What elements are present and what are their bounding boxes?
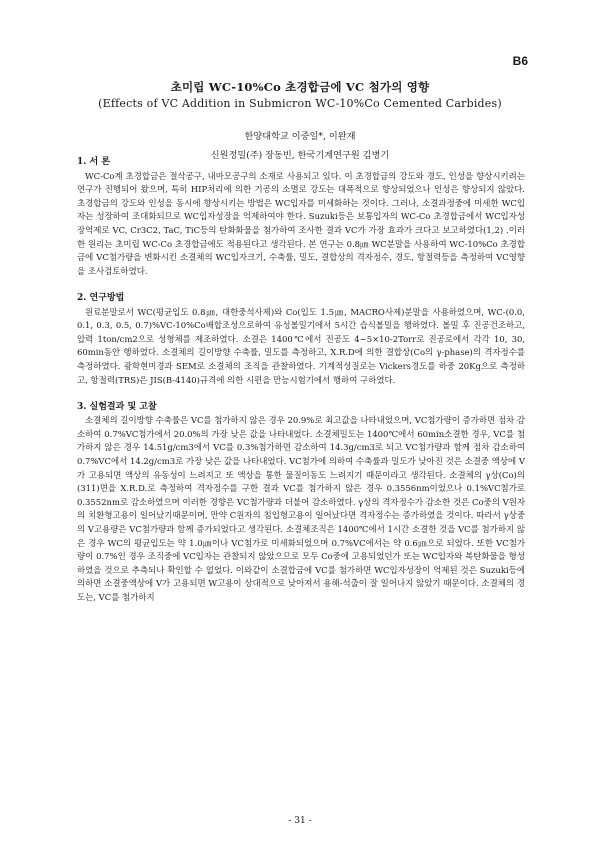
section-title: 1. 서 론 xyxy=(77,157,111,167)
section-title: 2. 연구방법 xyxy=(77,292,125,303)
section-paragraph: 원료분말로서 WC(평균입도 0.8㎛, 대한중석사제)와 Co(입도 1.5㎛, MACRO사제)분말을 사용하였으며, WC-(0.0, 0.1, 0.3, 0.5, 0.7)%VC-10%Co배합조성으로하여 유성볼밀기에서 5시간 습식볼밀을 행하였다. 볼밀 후 진공건조하고, 압력 1ton/cm2으로 성형체를 제조하였다. 소결은 1400℃에서 진공도 4~5×10-2Torr로 진공로에서 각각 10, 30, 60min동안 행하였다. 소결체의 길이방향 수축률, 밀도를 측정하고, X.R.D에 의한 결합상(Co의 γ-phase)의 격자정수를 측정하였다. 광학현미경과 SEM로 소결체의 조직을 관찰하였다. 기계적성질로는 Vickers경도를 하중 20Kg으로 측정하고, 항절력(TRS)은 JIS(B-4140)규격에 의한 시편을 만능시험기에서 행하여 구하였다. xyxy=(77,306,525,385)
paper-body xyxy=(77,156,525,605)
page-code: B6 xyxy=(512,54,528,68)
section-results xyxy=(77,401,525,605)
title-english: (Effects of VC Addition in Submicron WC-10%Co Cemented Carbides) xyxy=(98,97,502,110)
title-korean: 초미립 WC-10%Co 초경합금에 VC 첨가의 영향 xyxy=(170,80,430,94)
section-introduction xyxy=(77,156,525,278)
authors-line-2: 신원정밀(주) 장동빈, 한국기계연구원 김병기 xyxy=(210,150,390,161)
section-paragraph: 소결체의 길이방향 수축률은 VC를 첨가하지 않은 경우 20.9%로 최고값을 나타내었으며, VC첨가량이 증가하면 점차 감소하여 0.7%VC첨가에서 20.0%의 가장 낮은 값을 나타내었다. 소결체밀도는 1400℃에서 60min소결한 경우, VC를 첨가하지 않은 경우 14.51g/cm3에서 VC를 0.3%첨가하면 감소하여 14.3g/cm3로 되고 VC첨가량과 함께 점차 감소하여 0.7%VC에서 14.2g/cm3로 가장 낮은 값을 나타내었다. VC첨가에 의하여 수축률과 밀도가 낮아진 것은 소결중 액상에 V가 고용되면 액상의 유동성이 느려지고 또 액상을 통한 물질이동도 느려지기 때문이라고 생각된다. 소결체의 γ상(Co)의 (311)면을 X.R.D.로 측정하여 격자정수를 구한 결과 VC를 첨가하지 않은 경우 0.3556nm이었으나 0.1%VC첨가로 0.3552nm로 감소하였으며 이러한 경향은 VC첨가량과 더불어 감소하였다. γ상의 격자정수가 감소한 것은 Co중의 V원자의 치환형고용이 일어났기때문이며, 만약 C원자의 침입형고용이 일어났다면 격자정수는 증가하였을 것이다. 따라서 γ상중의 V고용량은 VC첨가량과 함께 증가되었다고 생각된다. 소결체조직은 1400℃에서 1시간 소결한 것을 VC를 첨가하지 않은 경우 WC의 평균입도는 약 1.0㎛이나 VC첨가로 미세화되었으며 0.7%VC에서는 약 0.6㎛으로 되었다. 또한 VC첨가량이 0.7%인 경우 조직중에 VC입자는 관찰되지 않았으므로 모두 Co중에 고용되었던가 또는 WC입자와 복탄화물을 형성하였을 것으로 추측되나 확인할 수 없었다. 이와같이 소결합금에 VC를 첨가하면 WC입자성장이 억제된 것은 Suzuki등에 의하면 소결중액상에 V가 고용되면 W고용이 상대적으로 낮아져서 용해-석출이 잘 일어나지 않았기 때문이다. 소결체의 경도는, VC를 첨가하지 xyxy=(77,415,525,602)
authors-line-1: 한양대학교 이중일*, 이완재 xyxy=(244,131,356,142)
section-title: 3. 실험결과 및 고찰 xyxy=(77,401,157,412)
section-paragraph: WC-Co계 초경합금은 절삭공구, 내마모공구의 소재로 사용되고 있다. 이 초경합금의 강도와 경도, 인성을 향상시키려는 연구가 진행되어 왔으며, 특히 HIP처리에 의한 기공의 소멸로 강도는 대폭적으로 향상되었으나 인성은 향상되지 않았다. 초경합금의 강도와 인성을 동시에 향상시키는 방법은 WC입자를 미세화하는 것이다. 그러나, 소결과정중에 미세한 WC입자는 성장하여 조대화되므로 WC입자성장을 억제하여야 한다. Suzuki등은 보통입자의 WC-Co 초경합금에서 WC입자성장억제로 VC, Cr3C2, TaC, TiC등의 탄화화물을 첨가하여 조사한 결과 VC가 가장 효과가 크다고 보고하였다(1,2) .이러한 원리는 초미립 WC-Co 초경합금에도 적용된다고 생각된다. 본 연구는 0.8㎛ WC분말을 사용하여 WC-10%Co 초경합금에 VC첨가량을 변화시킨 소결체의 WC입자크기, 수축률, 밀도, 결합상의 격자정수, 경도, 항절력등을 측정하여 VC영향을 조사검토하였다. xyxy=(77,170,525,276)
page-number: - 31 - xyxy=(288,816,312,826)
section-methods xyxy=(77,292,525,387)
